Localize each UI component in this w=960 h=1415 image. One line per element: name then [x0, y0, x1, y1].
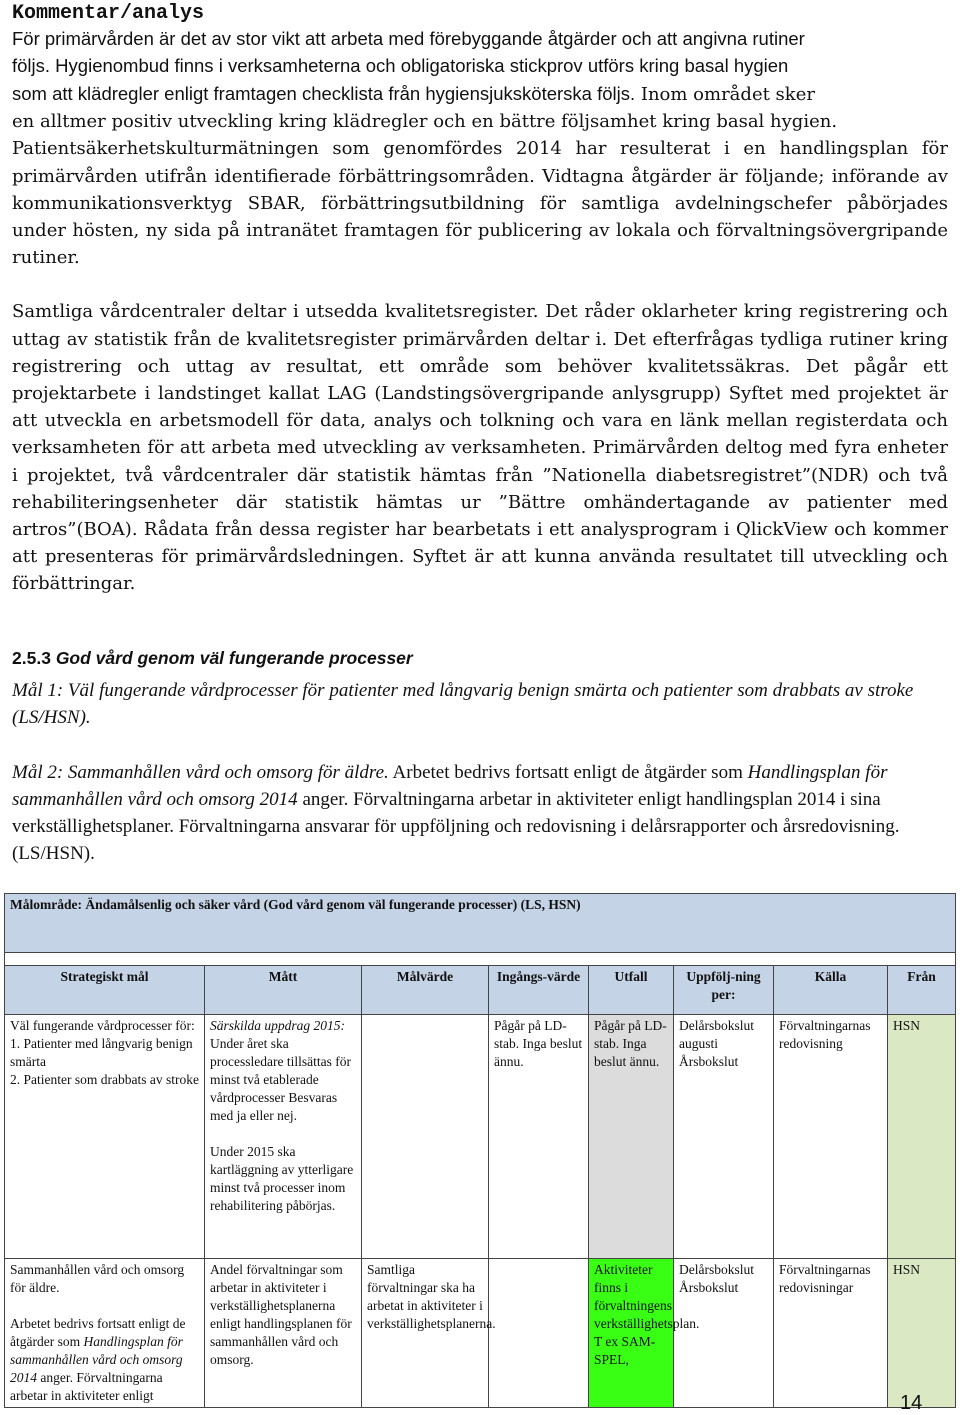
row1-goal [5, 1015, 205, 1259]
row1-measure-text2: Under 2015 ska kartläggning av ytterligare minst två processer inom rehabilitering påbörjas. [210, 1144, 354, 1213]
goal-2-plan: Handlingsplan för sammanhållen vård och omsorg 2014 [12, 762, 888, 810]
row1-source: Förvaltningarnas redovisning [774, 1015, 888, 1259]
table-area-title: Målområde: Ändamålsenlig och säker vård (God vård genom väl fungerande processer) (LS, HSN) [5, 894, 956, 953]
row2-source: Förvaltningarnas redovisningar [774, 1259, 888, 1408]
col-header-target: Målvärde [362, 966, 489, 1015]
para1-line3b: Inom området sker [635, 84, 815, 105]
row1-goal-line: 1. Patienter med långvarig benign smärta [10, 1036, 193, 1069]
row1-measure [205, 1015, 362, 1259]
goal-2-text-c: Förvaltningarna arbetar in aktiviteter enligt handlingsplan 2014 i sina verkställighetsplaner. [12, 789, 881, 837]
row2-goal-text [10, 1315, 199, 1405]
col-header-strategic-goal: Strategiskt mål [5, 966, 205, 1015]
paragraph-2: Samtliga vårdcentraler deltar i utsedda kvalitetsregister. Det råder oklarheter kring registrering och uttag av statistik från de kvalitetsregister primärvården deltar i. Det efterfrågas tydliga rutiner kring registrering och uttag av resultat, ett område som behöver kvalitetssäkras. Det pågår ett projektarbete i landstinget kallat LAG (Landstingsövergripande anlysgrupp) Syftet med projektet är att utveckla en arbetsmodell för data, analys och tolkning och vara en länk mellan registerdata och verksamheten för att arbeta med utveckling av verksamheten. Primärvården deltog med fyra enheter i projektet, två vårdcentraler där statistik hämtas från ”Nationella diabetsregistret”(NDR) och två rehabiliteringsenheter där statistik hämtas ur ”Bättre omhändertagande av patienter med artros”(BOA). Rådata från dessa register har bearbetats i ett analysprogram i QlickView och kommer att presenteras för primärvårdsledningen. Syftet är att kunna använda resultatet till utveckling och förbättringar. [12, 301, 948, 595]
col-header-measure: Mått [205, 966, 362, 1015]
row1-goal-line: Väl fungerande vårdprocesser för: [10, 1018, 195, 1033]
row1-measure-label: Särskilda uppdrag 2015: [210, 1018, 345, 1033]
table-spacer [5, 953, 956, 966]
table-header-row [5, 966, 956, 1015]
para1-rest: Patientsäkerhetskulturmätningen som genomfördes 2014 har resulterat i en handlingsplan för primärvården utifrån identifierade förbättringsområden. Vidtagna åtgärder är följande; införande av kommunikationsverktyg SBAR, förbättringsutbildning för samtliga avdelningschefer påbörjades under hösten, ny sida på intranätet framtagen för publicering av lokala och förvaltningsövergripande rutiner. [12, 138, 948, 269]
row1-measure-text: Under året ska processledare tillsättas för minst två etablerade vårdprocesser Besvaras med ja eller nej. [210, 1036, 351, 1123]
table-spacer-cell [5, 953, 956, 966]
row1-outcome: Pågår på LD-stab. Inga beslut ännu. [589, 1015, 674, 1259]
section-number: 2.5.3 [12, 648, 51, 668]
col-header-baseline: Ingångs-värde [489, 966, 589, 1015]
page-number: 14 [900, 1392, 923, 1414]
para1-line1: För primärvården är det av stor vikt att arbeta med förebyggande åtgärder och att angivna rutiner [12, 28, 805, 49]
table-row [5, 1259, 956, 1408]
row1-followup: Delårsbokslut augusti Årsbokslut [674, 1015, 774, 1259]
goal-2-text-d: Förvaltningarna ansvarar för uppföljning och redovisning i delårsrapporter och årsredovisning. (LS/HSN). [12, 816, 900, 864]
goal-1: Mål 1: Väl fungerande vårdprocesser för patienter med långvarig benign smärta och patienter som drabbats av stroke (LS/HSN). [12, 680, 914, 728]
row2-from: HSN [888, 1259, 956, 1408]
table-area-row [5, 894, 956, 953]
row1-target [362, 1015, 489, 1259]
goal-table [4, 893, 956, 1408]
row2-baseline [489, 1259, 589, 1408]
goal-2 [12, 759, 932, 867]
para1-line2: följs. Hygienombud finns i verksamheterna och obligatoriska stickprov utförs kring basal hygien [12, 55, 789, 76]
goal-2-text-b: anger. [297, 789, 354, 810]
row1-baseline: Pågår på LD-stab. Inga beslut ännu. [489, 1015, 589, 1259]
col-header-outcome: Utfall [589, 966, 674, 1015]
row2-goal-text-b: anger. Förvaltningarna arbetar in aktiviteter enligt [10, 1370, 163, 1403]
row2-goal-title: Sammanhållen vård och omsorg för äldre. [10, 1262, 185, 1295]
row2-goal-plan: Handlingsplan för sammanhållen vård och omsorg 2014 [10, 1334, 183, 1385]
col-header-from: Från [888, 966, 956, 1015]
row2-goal [5, 1259, 205, 1408]
goal-2-title: Mål 2: Sammanhållen vård och omsorg för äldre. [12, 762, 389, 783]
para1-line3: som att klädregler enligt framtagen checklista från hygiensjuksköterska följs. [12, 83, 636, 104]
comment-heading: Kommentar/analys [12, 2, 205, 25]
page [12, 0, 948, 864]
row2-target: Samtliga förvaltningar ska ha arbetat in aktiviteter i verkställighetsplanerna. [362, 1259, 489, 1408]
row2-goal-text-a: Arbetet bedrivs fortsatt enligt de åtgärder som [10, 1316, 186, 1349]
section-title [12, 648, 413, 669]
row2-measure: Andel förvaltningar som arbetar in aktiviteter i verkställighetsplanerna enligt handlingsplanen för sammanhållen vård och omsorg. [205, 1259, 362, 1408]
section-title-text: God vård genom väl fungerande processer [55, 648, 413, 668]
row2-followup: Delårsbokslut Årsbokslut [674, 1259, 774, 1408]
col-header-followup: Uppfölj-ning per: [674, 966, 774, 1015]
table-row [5, 1015, 956, 1259]
para1-line4: en alltmer positiv utveckling kring klädregler och en bättre följsamhet kring basal hygien. [12, 111, 838, 133]
row1-goal-line: 2. Patienter som drabbats av stroke [10, 1072, 199, 1087]
row1-from: HSN [888, 1015, 956, 1259]
goal-2-text-a: Arbetet bedrivs fortsatt enligt de åtgärder som [388, 762, 748, 783]
row2-outcome: Aktiviteter finns i förvaltningens verkställighetsplan. T ex SAM-SPEL, [589, 1259, 674, 1408]
paragraph-1 [12, 27, 948, 271]
col-header-source: Källa [774, 966, 888, 1015]
